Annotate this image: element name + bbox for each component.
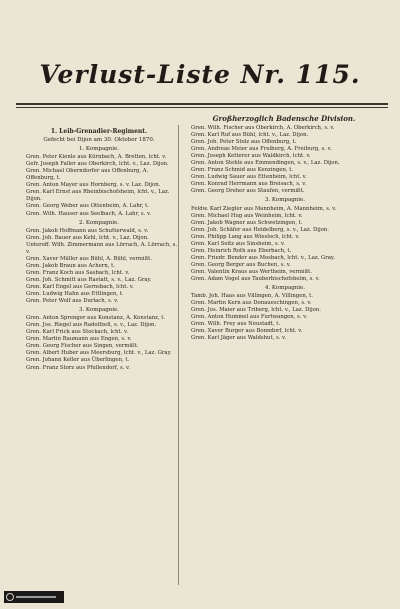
company-heading: 2. Kompagnie.	[78, 219, 120, 226]
header-rule	[16, 103, 388, 105]
casualty-entry: Gren. Andreas Meier aus Freiburg, A. Freiburg, s. v.	[191, 146, 332, 153]
casualty-entry: Gren. Karl Seitz aus Sinsheim, s. v.	[191, 240, 285, 247]
company-heading: 4. Kompagnie.	[264, 285, 306, 292]
casualty-entry: Gren. Martin Kern aus Donaueschingen, s. v.	[191, 300, 312, 307]
casualty-entry: Gren. Franz Storz aus Pfullendorf, s. v.	[26, 364, 131, 371]
division-title: Großherzoglich Badensche Division.	[212, 114, 356, 123]
regiment-heading: 1. Leib-Grenadier-Regiment.	[50, 128, 148, 135]
casualty-entry: Gren. Michael Hug aus Weinheim, lcht. v.	[191, 212, 303, 219]
casualty-entry: Gefr. Joseph Faller aus Oberkirch, lcht. v., Laz. Dijon.	[26, 161, 169, 168]
casualty-entry: Gren. Joh. Peter Stolz aus Offenburg, t.	[191, 139, 297, 146]
company-heading: 3. Kompagnie.	[78, 307, 120, 314]
casualty-entry: Gren. Franz Koch aus Sasbach, lcht. v.	[26, 269, 130, 276]
archive-logo	[4, 591, 64, 603]
casualty-entry: Gren. Wilh. Hauser aus Seelbach, A. Lahr, s. v.	[26, 210, 152, 217]
company-heading: 1. Kompagnie.	[78, 146, 120, 153]
masthead-title: Verlust-Liste Nr. 115.	[39, 60, 361, 89]
left-sections	[20, 146, 178, 371]
casualty-entry: Gren. Friedr. Bender aus Mosbach, lcht. v., Laz. Gray.	[191, 254, 335, 261]
casualty-entry: Tamb. Joh. Haas aus Villingen, A. Villingen, t.	[191, 293, 313, 300]
casualty-entry: Gren. Anton Mayer aus Hornberg, s. v. Laz. Dijon.	[26, 182, 161, 189]
company-heading: 3. Kompagnie.	[264, 197, 306, 204]
casualty-entry: Gren. Michael Oberndorfer aus Offenburg, A. Offenburg, t.	[26, 168, 149, 182]
casualty-entry: Gren. Albert Huber aus Meersburg, lcht. v., Laz. Gray.	[26, 350, 172, 357]
casualty-entry: Gren. Georg Weber aus Ottenheim, A. Lahr, t.	[26, 203, 149, 210]
left-column	[20, 126, 178, 588]
casualty-entry: Gren. Ludwig Sauer aus Ettenheim, lcht. v.	[191, 174, 307, 181]
casualty-entry: Gren. Johann Keller aus Überlingen, t.	[26, 357, 130, 364]
casualty-entry: Gren. Philipp Lang aus Wiesloch, lcht. v.	[191, 233, 300, 240]
casualty-entry: Gren. Georg Fischer aus Singen, vermißt.	[26, 343, 139, 350]
casualty-entry: Gren. Karl Ernst aus Rheinbischofsheim, lcht. v., Laz. Dijon.	[26, 189, 170, 203]
casualty-entry: Gren. Martin Baumann aus Engen, s. v.	[26, 336, 132, 343]
casualty-entry: Gren. Valentin Kraus aus Wertheim, vermißt.	[191, 268, 312, 275]
casualty-entry: Gren. Karl Ruf aus Bühl, lcht. v., Laz. Dijon.	[191, 132, 309, 139]
casualty-entry: Feldw. Karl Ziegler aus Mannheim, A. Mannheim, s. v.	[191, 205, 337, 212]
casualty-entry: Gren. Franz Schmid aus Kenzingen, t.	[191, 167, 294, 174]
casualty-entry: Gren. Peter Kienle aus Kürnbach, A. Bretten, lcht. v.	[26, 154, 167, 161]
column-divider	[178, 125, 179, 585]
casualty-entry: Gren. Anton Sprenger aus Konstanz, A. Konstanz, t.	[26, 315, 166, 322]
casualty-entry: Gren. Anton Hummel aus Furtwangen, s. v.	[191, 314, 308, 321]
casualty-entry: Gren. Karl Frick aus Stockach, lcht. v.	[26, 329, 129, 336]
casualty-entry: Gren. Jos. Riegel aus Radolfzell, s. v., Laz. Dijon.	[26, 322, 157, 329]
casualty-entry: Gren. Georg Berger aus Buchen, s. v.	[191, 261, 291, 268]
casualty-entry: Gren. Karl Engel aus Gernsbach, lcht. v.	[26, 283, 134, 290]
casualty-entry: Gren. Jakob Wagner aus Schwetzingen, t.	[191, 219, 303, 226]
casualty-entry: Gren. Anton Stehle aus Emmendingen, s. v., Laz. Dijon.	[191, 160, 340, 167]
casualty-entry: Gren. Wilh. Fischer aus Oberkirch, A. Oberkirch, s. v.	[191, 125, 335, 131]
right-top-entries	[185, 125, 385, 195]
casualty-entry: Gren. Joseph Ketterer aus Waldkirch, lcht. v.	[191, 153, 311, 160]
casualty-entry: Gren. Joh. Schmitt aus Rastatt, s. v., Laz. Gray.	[26, 276, 152, 283]
casualty-entry: Gren. Konrad Herrmann aus Breisach, s. v.	[191, 181, 307, 188]
cc-icon	[6, 593, 14, 601]
logo-text-bar	[16, 596, 56, 598]
casualty-entry: Gren. Heinrich Roth aus Eberbach, t.	[191, 247, 292, 254]
casualty-entry: Gren. Jakob Hoffmann aus Schutterwald, s. v.	[26, 227, 149, 234]
battle-intro: Gefecht bei Dijon am 30. Oktober 1870.	[43, 137, 155, 144]
casualty-entry: Gren. Wilh. Frey aus Neustadt, t.	[191, 321, 281, 328]
casualty-entry: Gren. Jakob Braun aus Achern, t.	[26, 262, 115, 269]
casualty-entry: Gren. Joh. Schäfer aus Heidelberg, s. v., Laz. Dijon.	[191, 226, 329, 233]
header-rule-thin	[16, 107, 388, 108]
casualty-entry: Gren. Adam Vogel aus Tauberbischofsheim, s. v.	[191, 275, 320, 282]
casualty-entry: Gren. Jos. Maier aus Triberg, lcht. v., Laz. Dijon.	[191, 307, 321, 314]
casualty-entry: Gren. Georg Dreher aus Staufen, vermißt.	[191, 188, 305, 195]
casualty-entry: Gren. Xaver Müller aus Bühl, A. Bühl, vermißt.	[26, 255, 152, 262]
casualty-entry: Gren. Ludwig Hahn aus Ettlingen, t.	[26, 291, 124, 298]
casualty-entry: Gren. Peter Wolf aus Durlach, s. v.	[26, 298, 119, 305]
casualty-entry: Gren. Xaver Burger aus Bonndorf, lcht. v.	[191, 328, 303, 335]
right-sections	[185, 197, 385, 342]
casualty-entry: Gren. Joh. Bauer aus Kehl, lcht. v., Laz. Dijon.	[26, 234, 149, 241]
right-column	[185, 114, 385, 588]
casualty-entry: Gren. Karl Jäger aus Waldshut, s. v.	[191, 335, 287, 342]
casualty-entry: Unteroff. Wilh. Zimmermann aus Lörrach, A. Lörrach, s. v.	[26, 241, 178, 255]
